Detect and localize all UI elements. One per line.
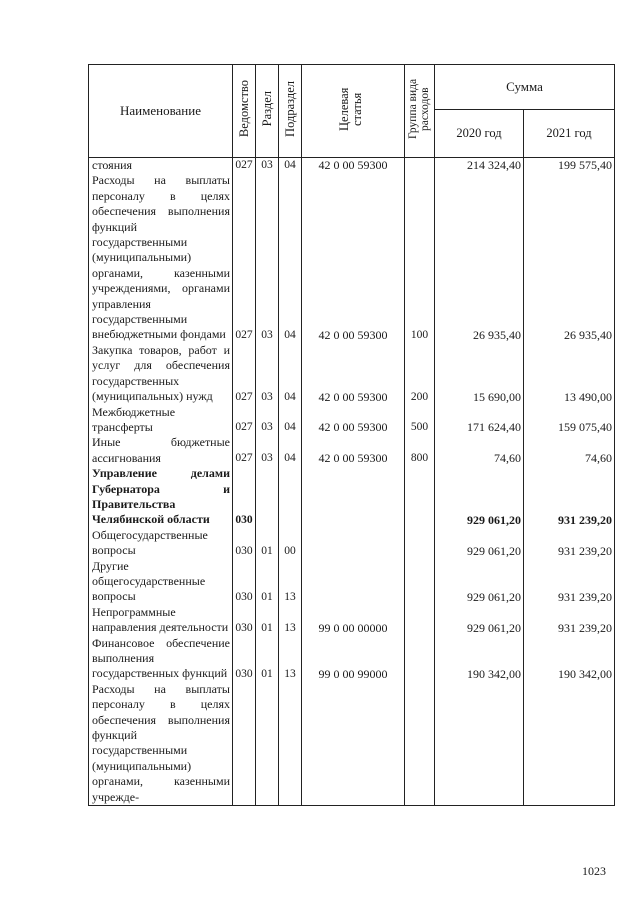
cell-vedomstvo: 027	[233, 158, 256, 174]
cell-podrazdel: 13	[279, 636, 302, 682]
cell-sum-2020: 74,60	[435, 435, 524, 466]
header-vedomstvo: Ведомство	[233, 65, 256, 158]
cell-sum-2021: 931 239,20	[524, 466, 615, 528]
table-body	[89, 158, 615, 806]
cell-gruppa-vida	[405, 605, 435, 636]
row-name: Закупка товаров, работ и услуг для обеспечения государственных (муниципальных) нужд	[89, 343, 233, 405]
row-name: Иные бюджетные ассигнования	[89, 435, 233, 466]
cell-vedomstvo: 027	[233, 173, 256, 342]
cell-gruppa-vida	[405, 636, 435, 682]
cell-sum-2020: 929 061,20	[435, 528, 524, 559]
row-name: Управление делами Губернатора и Правительства Челябинской области	[89, 466, 233, 528]
cell-sum-2021: 931 239,20	[524, 605, 615, 636]
cell-gruppa-vida	[405, 158, 435, 174]
row-name: Финансовое обеспечение выполнения государственных функций	[89, 636, 233, 682]
header-summa: Сумма	[435, 65, 615, 110]
cell-sum-2021: 13 490,00	[524, 343, 615, 405]
cell-sum-2020: 929 061,20	[435, 559, 524, 605]
cell-sum-2021: 931 239,20	[524, 528, 615, 559]
cell-razdel: 03	[256, 435, 279, 466]
cell-sum-2020: 171 624,40	[435, 405, 524, 436]
cell-razdel	[256, 682, 279, 806]
cell-celevaya-statya: 42 0 00 59300	[302, 173, 405, 342]
budget-table	[88, 64, 615, 806]
cell-celevaya-statya: 99 0 00 99000	[302, 636, 405, 682]
cell-celevaya-statya	[302, 559, 405, 605]
cell-vedomstvo	[233, 682, 256, 806]
cell-vedomstvo: 027	[233, 343, 256, 405]
cell-celevaya-statya	[302, 466, 405, 528]
cell-podrazdel	[279, 466, 302, 528]
table-row	[89, 343, 615, 405]
cell-vedomstvo: 030	[233, 636, 256, 682]
cell-razdel: 03	[256, 158, 279, 174]
row-name: Расходы на выплаты персоналу в целях обеспечения выполнения функций государственными (муниципальными) органами, казенными учрежде-	[89, 682, 233, 806]
row-name: Общегосударственные вопросы	[89, 528, 233, 559]
header-gruppa-vida: Группа вида расходов	[405, 65, 435, 158]
cell-razdel: 03	[256, 343, 279, 405]
row-name: Расходы на выплаты персоналу в целях обеспечения выполнения функций государственными (муниципальными) органами, казенными учреждениями, органами управления государственными внебюджетными фондами	[89, 173, 233, 342]
cell-razdel	[256, 466, 279, 528]
cell-sum-2021: 26 935,40	[524, 173, 615, 342]
cell-vedomstvo: 030	[233, 528, 256, 559]
cell-vedomstvo: 027	[233, 435, 256, 466]
cell-gruppa-vida	[405, 528, 435, 559]
table-row	[89, 435, 615, 466]
table-row	[89, 682, 615, 806]
table-row	[89, 158, 615, 174]
cell-celevaya-statya: 42 0 00 59300	[302, 343, 405, 405]
cell-sum-2020: 190 342,00	[435, 636, 524, 682]
cell-razdel: 03	[256, 173, 279, 342]
cell-podrazdel	[279, 682, 302, 806]
cell-vedomstvo: 027	[233, 405, 256, 436]
header-celevaya-statya: Целевая статья	[302, 65, 405, 158]
header-razdel: Раздел	[256, 65, 279, 158]
cell-vedomstvo: 030	[233, 466, 256, 528]
cell-sum-2020: 26 935,40	[435, 173, 524, 342]
cell-podrazdel: 04	[279, 343, 302, 405]
table-row	[89, 605, 615, 636]
cell-podrazdel: 13	[279, 559, 302, 605]
cell-sum-2021: 931 239,20	[524, 559, 615, 605]
table-row	[89, 528, 615, 559]
header-year-2020: 2020 год	[435, 110, 524, 158]
cell-razdel: 03	[256, 405, 279, 436]
table-row	[89, 466, 615, 528]
table-row	[89, 405, 615, 436]
cell-celevaya-statya	[302, 528, 405, 559]
row-name: стояния	[89, 158, 233, 174]
cell-gruppa-vida: 800	[405, 435, 435, 466]
cell-vedomstvo: 030	[233, 605, 256, 636]
cell-sum-2021	[524, 682, 615, 806]
cell-razdel: 01	[256, 636, 279, 682]
cell-podrazdel: 04	[279, 435, 302, 466]
row-name: Непрограммные направления деятельности	[89, 605, 233, 636]
cell-gruppa-vida: 500	[405, 405, 435, 436]
cell-podrazdel: 00	[279, 528, 302, 559]
cell-gruppa-vida: 100	[405, 173, 435, 342]
row-name: Другие общегосударственные вопросы	[89, 559, 233, 605]
page-number: 1023	[582, 864, 606, 878]
table-row	[89, 173, 615, 342]
cell-gruppa-vida: 200	[405, 343, 435, 405]
table-row	[89, 559, 615, 605]
cell-podrazdel: 04	[279, 173, 302, 342]
cell-vedomstvo: 030	[233, 559, 256, 605]
cell-gruppa-vida	[405, 682, 435, 806]
cell-celevaya-statya: 99 0 00 00000	[302, 605, 405, 636]
header-name: Наименование	[89, 65, 233, 158]
cell-podrazdel: 04	[279, 405, 302, 436]
cell-podrazdel: 13	[279, 605, 302, 636]
cell-celevaya-statya: 42 0 00 59300	[302, 158, 405, 174]
row-name: Межбюджетные трансферты	[89, 405, 233, 436]
cell-podrazdel: 04	[279, 158, 302, 174]
cell-razdel: 01	[256, 528, 279, 559]
header-year-2021: 2021 год	[524, 110, 615, 158]
cell-celevaya-statya: 42 0 00 59300	[302, 405, 405, 436]
cell-sum-2021: 190 342,00	[524, 636, 615, 682]
cell-sum-2021: 74,60	[524, 435, 615, 466]
cell-sum-2021: 199 575,40	[524, 158, 615, 174]
cell-razdel: 01	[256, 559, 279, 605]
cell-sum-2021: 159 075,40	[524, 405, 615, 436]
cell-sum-2020: 214 324,40	[435, 158, 524, 174]
cell-razdel: 01	[256, 605, 279, 636]
cell-gruppa-vida	[405, 466, 435, 528]
table-row	[89, 636, 615, 682]
header-podrazdel: Подраздел	[279, 65, 302, 158]
cell-celevaya-statya	[302, 682, 405, 806]
cell-sum-2020: 15 690,00	[435, 343, 524, 405]
cell-sum-2020: 929 061,20	[435, 605, 524, 636]
cell-sum-2020	[435, 682, 524, 806]
cell-celevaya-statya: 42 0 00 59300	[302, 435, 405, 466]
cell-gruppa-vida	[405, 559, 435, 605]
cell-sum-2020: 929 061,20	[435, 466, 524, 528]
